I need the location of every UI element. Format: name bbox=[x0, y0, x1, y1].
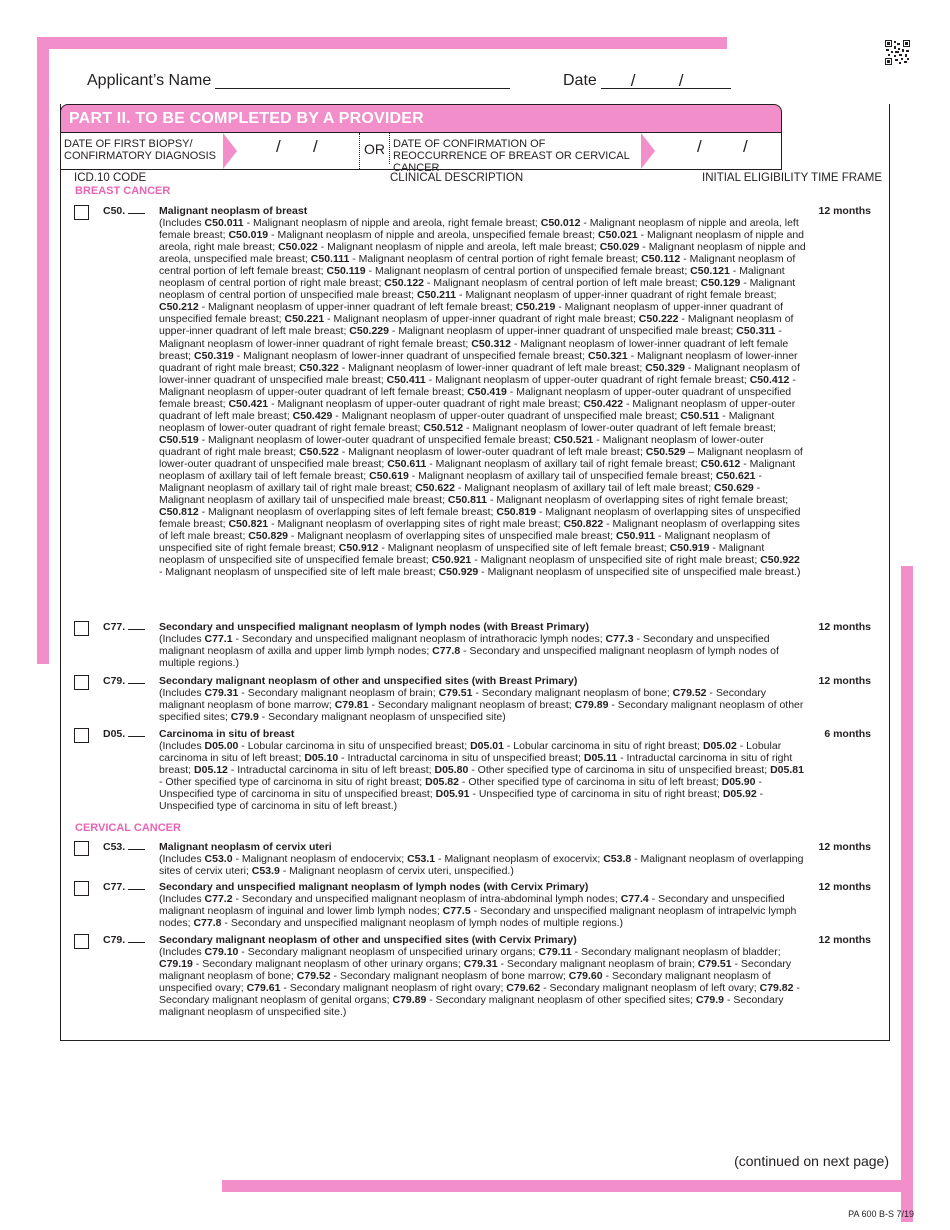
icd-subcode: C50.129 bbox=[700, 277, 741, 290]
description-text: (Includes bbox=[159, 893, 205, 906]
description-text: - Secondary malignant neoplasm of bone marrow; bbox=[330, 970, 569, 983]
section-title-breast-cancer: BREAST CANCER bbox=[75, 185, 171, 197]
arrow-icon bbox=[223, 133, 237, 169]
icd-subcode: C79.9 bbox=[696, 994, 725, 1007]
diagnosis-checkbox[interactable] bbox=[74, 621, 89, 636]
description-text: - Malignant neoplasm of lower-outer quadrant of left male breast; bbox=[338, 445, 646, 458]
icd-subcode: C77.3 bbox=[605, 633, 634, 646]
icd-subcode: D05.91 bbox=[435, 788, 470, 801]
description-text: - Unspecified type of carcinoma in situ of unspecified breast; bbox=[159, 776, 762, 801]
date-separator: / bbox=[678, 71, 684, 90]
code-extension-input[interactable] bbox=[128, 942, 145, 943]
diagnosis-checkbox[interactable] bbox=[74, 841, 89, 856]
date-separator: / bbox=[630, 71, 636, 90]
description-text: - Malignant neoplasm of upper-outer quadrant of right female breast; bbox=[425, 373, 750, 386]
icd-subcode: C53.8 bbox=[603, 853, 632, 866]
reoccurrence-date-input[interactable] bbox=[659, 135, 779, 167]
icd-subcode: C50.429 bbox=[292, 409, 333, 422]
description-text: - Malignant neoplasm of overlapping sites of right female breast; bbox=[487, 494, 789, 507]
description-text: - Secondary malignant neoplasm of breast; bbox=[368, 699, 575, 712]
description-text: - Malignant neoplasm of upper-inner quadrant of unspecified male breast; bbox=[388, 325, 737, 338]
description-text: - Malignant neoplasm of axillary tail of left female breast; bbox=[159, 457, 796, 483]
icd-subcode: C50.322 bbox=[299, 361, 339, 374]
description-text: - Secondary malignant neoplasm of brain; bbox=[497, 958, 698, 971]
icd-subcode: C50.222 bbox=[638, 313, 679, 326]
description-text: - Unspecified type of carcinoma in situ of right breast; bbox=[469, 788, 723, 801]
date-field bbox=[563, 72, 731, 90]
icd-subcode: D05.80 bbox=[434, 764, 469, 777]
icd-subcode: C50.919 bbox=[669, 542, 710, 555]
column-header-timeframe: INITIAL ELIGIBILITY TIME FRAME bbox=[702, 172, 882, 184]
first-biopsy-date-separator: / bbox=[276, 137, 281, 156]
part-header: PART II. TO BE COMPLETED BY A PROVIDER bbox=[60, 104, 782, 133]
icd-subcode: C77.2 bbox=[204, 893, 233, 906]
description-text: - Malignant neoplasm of upper-inner quadrant of unspecified female breast; bbox=[159, 301, 783, 326]
icd-code: D05. bbox=[103, 728, 126, 740]
description-text: - Malignant neoplasm of nipple and areola, left male breast; bbox=[317, 241, 600, 254]
description-text: - Lobular carcinoma in situ of unspecified breast; bbox=[238, 740, 471, 753]
description-text: (Includes bbox=[159, 853, 205, 866]
description-text: - Malignant neoplasm of axillary tail of unspecified female breast; bbox=[408, 470, 716, 483]
icd-subcode: C79.82 bbox=[759, 982, 794, 995]
description-text: (Includes bbox=[159, 740, 205, 753]
diagnosis-checkbox[interactable] bbox=[74, 205, 89, 220]
decorative-bar-top bbox=[37, 37, 727, 49]
icd-subcode: C79.61 bbox=[246, 982, 281, 995]
diagnosis-description bbox=[159, 633, 806, 669]
applicant-name-label: Applicant’s Name bbox=[87, 72, 212, 89]
description-text: - Secondary malignant neoplasm of genital organs; bbox=[159, 982, 800, 1007]
icd-subcode: C50.819 bbox=[496, 506, 537, 519]
eligibility-time-frame: 12 months bbox=[818, 881, 871, 893]
description-text: - Malignant neoplasm of upper-outer quadrant of unspecified female breast; bbox=[159, 385, 792, 410]
decorative-bar-bottom bbox=[222, 1180, 913, 1192]
reoccurrence-date-separator: / bbox=[697, 137, 702, 156]
description-text: (Includes bbox=[159, 946, 205, 959]
description-text: - Secondary and unspecified malignant neoplasm of lymph nodes of multiple regions.) bbox=[159, 645, 779, 670]
icd-code: C53. bbox=[103, 841, 126, 853]
decorative-bar-right bbox=[901, 566, 913, 1222]
icd-subcode: C79.31 bbox=[204, 687, 239, 700]
applicant-name-field bbox=[87, 72, 510, 90]
icd-subcode: C50.321 bbox=[588, 349, 628, 362]
icd-subcode: C79.89 bbox=[574, 699, 609, 712]
description-text: - Malignant neoplasm of upper-inner quadrant of left male breast; bbox=[159, 313, 794, 338]
section-title-cervical-cancer: CERVICAL CANCER bbox=[75, 822, 181, 834]
description-text: - Secondary and unspecified malignant neoplasm of inguinal and lower limb lymph nodes; bbox=[159, 893, 785, 918]
description-text: - Malignant neoplasm of lower-inner quadrant of left female breast; bbox=[159, 337, 789, 362]
qr-code-icon bbox=[885, 40, 910, 65]
icd-subcode: C50.422 bbox=[583, 397, 624, 410]
description-text: - Malignant neoplasm of unspecified site of unspecified female breast; bbox=[159, 542, 765, 567]
code-extension-input[interactable] bbox=[128, 213, 145, 214]
description-text: (Includes bbox=[159, 217, 205, 230]
description-text: - Malignant neoplasm of axillary tail of unspecified male breast; bbox=[159, 482, 761, 507]
icd-subcode: C77.4 bbox=[620, 893, 649, 906]
eligibility-time-frame: 12 months bbox=[818, 675, 871, 687]
diagnosis-title: Malignant neoplasm of breast bbox=[159, 205, 308, 217]
icd-subcode: C79.9 bbox=[230, 711, 259, 724]
icd-subcode: C77.8 bbox=[193, 917, 222, 930]
icd-subcode: D05.90 bbox=[721, 776, 756, 789]
column-header-code: ICD.10 CODE bbox=[74, 172, 147, 184]
icd-subcode: C50.312 bbox=[471, 337, 511, 350]
icd-subcode: C79.52 bbox=[296, 970, 331, 983]
icd-subcode: C50.929 bbox=[438, 566, 479, 579]
description-text: - Malignant neoplasm of overlapping sites of unspecified male breast; bbox=[288, 530, 617, 543]
applicant-name-input[interactable] bbox=[215, 73, 510, 89]
icd-subcode: C79.60 bbox=[568, 970, 603, 983]
icd-subcode: C50.221 bbox=[284, 313, 325, 326]
description-text: - Secondary malignant neoplasm of unspecified urinary organs; bbox=[238, 946, 539, 959]
icd-subcode: C50.311 bbox=[736, 325, 776, 338]
description-text: - Secondary malignant neoplasm of right ovary; bbox=[280, 982, 507, 995]
diagnosis-title: Secondary malignant neoplasm of other and unspecified sites (with Cervix Primary) bbox=[159, 934, 577, 946]
icd-subcode: C50.412 bbox=[749, 373, 790, 386]
diagnosis-title: Secondary malignant neoplasm of other and unspecified sites (with Breast Primary) bbox=[159, 675, 578, 687]
icd-subcode: C50.522 bbox=[299, 445, 339, 458]
icd-subcode: D05.12 bbox=[194, 764, 228, 777]
icd-subcode: C53.0 bbox=[204, 853, 233, 866]
description-text: - Lobular carcinoma in situ of left breast; bbox=[159, 740, 782, 765]
icd-subcode: C50.211 bbox=[416, 289, 457, 302]
description-text: - Malignant neoplasm of upper-outer quadrant of unspecified male breast; bbox=[332, 409, 681, 422]
description-text: - Malignant neoplasm of lower-inner quadrant of right male breast; bbox=[159, 349, 798, 374]
description-text: - Secondary malignant neoplasm of unspecified site) bbox=[258, 711, 506, 724]
icd-subcode: C50.612 bbox=[700, 457, 741, 470]
icd-subcode: C79.89 bbox=[392, 994, 427, 1007]
eligibility-time-frame: 12 months bbox=[818, 621, 871, 633]
icd-subcode: C77.8 bbox=[432, 645, 461, 658]
icd-subcode: C50.012 bbox=[540, 217, 581, 230]
description-text: - Malignant neoplasm of lower-inner quadrant of unspecified male breast; bbox=[159, 361, 800, 386]
continued-note: (continued on next page) bbox=[734, 1153, 889, 1169]
icd-subcode: C79.81 bbox=[334, 699, 369, 712]
icd-code: C77. bbox=[103, 621, 126, 633]
code-extension-input[interactable] bbox=[128, 736, 145, 737]
icd-subcode: D05.92 bbox=[722, 788, 757, 801]
description-text: - Malignant neoplasm of overlapping sites of unspecified female breast; bbox=[159, 506, 801, 531]
description-text: - Secondary malignant neoplasm of other specified sites; bbox=[426, 994, 696, 1007]
icd-subcode: C50.419 bbox=[467, 385, 507, 398]
icd-subcode: C50.911 bbox=[616, 530, 656, 543]
description-text: - Malignant neoplasm of central portion of left male breast; bbox=[424, 277, 701, 290]
icd-subcode: C50.112 bbox=[641, 253, 681, 266]
icd-subcode: C77.1 bbox=[204, 633, 233, 646]
description-text: - Intraductal carcinoma in situ of right breast; bbox=[159, 752, 793, 777]
description-text: - Malignant neoplasm of central portion of unspecified male breast; bbox=[159, 277, 796, 302]
diagnosis-checkbox[interactable] bbox=[74, 881, 89, 896]
icd-code: C50. bbox=[103, 205, 126, 217]
description-text: - Malignant neoplasm of axillary tail of left male breast; bbox=[454, 482, 715, 495]
icd-subcode: C50.219 bbox=[515, 301, 556, 314]
diagnosis-description bbox=[159, 853, 806, 877]
icd-subcode: C50.019 bbox=[228, 229, 269, 242]
icd-subcode: C50.512 bbox=[423, 421, 464, 434]
description-text: - Other specified type of carcinoma in situ of right breast; bbox=[159, 776, 426, 789]
description-text: - Malignant neoplasm of upper-inner quadrant of left female breast; bbox=[198, 301, 516, 314]
icd-subcode: C79.11 bbox=[538, 946, 572, 959]
icd-subcode: C50.811 bbox=[447, 494, 488, 507]
diagnosis-title: Secondary and unspecified malignant neoplasm of lymph nodes (with Breast Primary) bbox=[159, 621, 590, 633]
diagnosis-checkbox[interactable] bbox=[74, 934, 89, 949]
date-label: Date bbox=[563, 72, 597, 89]
description-text: - Secondary malignant neoplasm of unspecified ovary; bbox=[159, 970, 771, 995]
description-text: - Malignant neoplasm of cervix uteri, unspecified.) bbox=[279, 865, 514, 878]
description-text: - Other specified type of carcinoma in situ of left breast; bbox=[458, 776, 722, 789]
icd-subcode: C50.511 bbox=[680, 409, 720, 422]
diagnosis-description bbox=[159, 217, 806, 578]
description-text: - Secondary malignant neoplasm of bone; bbox=[472, 687, 673, 700]
icd-subcode: C50.521 bbox=[553, 433, 594, 446]
icd-subcode: D05.81 bbox=[770, 764, 804, 777]
icd-subcode: C50.519 bbox=[159, 433, 199, 446]
icd-subcode: C50.329 bbox=[645, 361, 685, 374]
description-text: - Malignant neoplasm of unspecified site of left male breast; bbox=[159, 566, 439, 579]
description-text: - Secondary malignant neoplasm of other specified sites; bbox=[159, 699, 804, 724]
description-text: - Malignant neoplasm of lower-inner quadrant of left male breast; bbox=[338, 361, 646, 374]
description-text: - Secondary malignant neoplasm of other urinary organs; bbox=[192, 958, 464, 971]
reoccurrence-date-separator: / bbox=[743, 137, 748, 156]
icd-subcode: D05.02 bbox=[702, 740, 737, 753]
description-text: - Malignant neoplasm of upper-inner quadrant of right male breast; bbox=[324, 313, 639, 326]
code-extension-input[interactable] bbox=[128, 889, 145, 890]
first-biopsy-date-input[interactable] bbox=[241, 135, 356, 167]
description-text: - Secondary and unspecified malignant neoplasm of intra-abdominal lymph nodes; bbox=[232, 893, 621, 906]
icd-subcode: C50.229 bbox=[349, 325, 389, 338]
description-text: - Malignant neoplasm of nipple and areola, left female breast; bbox=[159, 217, 799, 242]
description-text: - Unspecified type of carcinoma in situ of left breast.) bbox=[159, 788, 764, 813]
icd-subcode: D05.00 bbox=[204, 740, 239, 753]
icd-subcode: C50.212 bbox=[159, 301, 199, 314]
reoccurrence-label: DATE OF CONFIRMATION OF REOCCURRENCE OF BREAST OR CERVICAL CANCER bbox=[389, 133, 639, 164]
description-text: - Malignant neoplasm of unspecified site of unspecified male breast.) bbox=[478, 566, 801, 579]
icd-code: C77. bbox=[103, 881, 126, 893]
code-extension-input[interactable] bbox=[128, 683, 145, 684]
description-text: - Malignant neoplasm of upper-inner quadrant of right female breast; bbox=[456, 289, 777, 302]
description-text: - Malignant neoplasm of central portion of unspecified female breast; bbox=[365, 265, 691, 278]
description-text: - Malignant neoplasm of axillary tail of right female breast; bbox=[426, 457, 701, 470]
code-extension-input[interactable] bbox=[128, 629, 145, 630]
icd-subcode: C79.51 bbox=[697, 958, 732, 971]
diagnosis-description bbox=[159, 893, 806, 929]
description-text: - Secondary and unspecified malignant neoplasm of axilla and upper limb lymph nodes; bbox=[159, 633, 770, 658]
icd-subcode: C50.021 bbox=[597, 229, 638, 242]
description-text: - Secondary malignant neoplasm of bone marrow; bbox=[159, 687, 767, 712]
icd-subcode: C50.122 bbox=[384, 277, 424, 290]
icd-subcode: D05.10 bbox=[304, 752, 339, 765]
icd-subcode: C50.111 bbox=[310, 253, 350, 266]
description-text: - Malignant neoplasm of overlapping sites of left female breast; bbox=[198, 506, 497, 519]
diagnosis-description bbox=[159, 687, 806, 723]
column-header-description: CLINICAL DESCRIPTION bbox=[390, 172, 524, 184]
description-text: - Malignant neoplasm of nipple and areola, unspecified male breast; bbox=[159, 241, 806, 266]
eligibility-time-frame: 6 months bbox=[824, 728, 871, 740]
description-text: - Malignant neoplasm of nipple and areola, unspecified female breast; bbox=[268, 229, 598, 242]
description-text: - Malignant neoplasm of upper-outer quadrant of left female breast; bbox=[159, 373, 796, 398]
description-text: - Lobular carcinoma in situ of right breast; bbox=[503, 740, 703, 753]
description-text: - Malignant neoplasm of central portion of left female breast; bbox=[159, 253, 796, 278]
description-text: - Malignant neoplasm of central portion of right female breast; bbox=[349, 253, 642, 266]
description-text: - Intraductal carcinoma in situ of unspecified breast; bbox=[338, 752, 584, 765]
description-text: - Other specified type of carcinoma in situ of unspecified breast; bbox=[468, 764, 771, 777]
description-text: - Secondary malignant neoplasm of left ovary; bbox=[540, 982, 760, 995]
icd-subcode: C50.921 bbox=[431, 554, 472, 567]
decorative-bar-left bbox=[37, 37, 49, 664]
description-text: - Secondary malignant neoplasm of bladder; bbox=[571, 946, 781, 959]
description-text: - Malignant neoplasm of nipple and areola, right female breast; bbox=[243, 217, 541, 230]
description-text: - Malignant neoplasm of lower-outer quadrant of unspecified female breast; bbox=[198, 433, 554, 446]
icd-subcode: C79.10 bbox=[204, 946, 239, 959]
description-text: - Secondary malignant neoplasm of bone; bbox=[159, 958, 792, 983]
description-text: - Intraductal carcinoma in situ of left breast; bbox=[227, 764, 435, 777]
description-text: - Malignant neoplasm of unspecified site of right female breast; bbox=[159, 530, 771, 555]
description-text: (Includes bbox=[159, 687, 205, 700]
description-text: - Malignant neoplasm of endocervix; bbox=[232, 853, 408, 866]
icd-code: C79. bbox=[103, 675, 126, 687]
icd-subcode: C53.1 bbox=[407, 853, 436, 866]
icd-subcode: C50.121 bbox=[690, 265, 730, 278]
description-text: - Malignant neoplasm of unspecified site of left female breast; bbox=[378, 542, 670, 555]
diagnosis-date-row bbox=[60, 133, 782, 174]
icd-subcode: C79.52 bbox=[672, 687, 707, 700]
description-text: - Secondary malignant neoplasm of brain; bbox=[238, 687, 439, 700]
icd-subcode: C50.119 bbox=[326, 265, 366, 278]
icd-subcode: C50.022 bbox=[278, 241, 318, 254]
icd-subcode: D05.01 bbox=[470, 740, 504, 753]
description-text: - Secondary and unspecified malignant neoplasm of lymph nodes of multiple regions.) bbox=[221, 917, 624, 930]
diagnosis-title: Carcinoma in situ of breast bbox=[159, 728, 295, 740]
code-extension-input[interactable] bbox=[128, 849, 145, 850]
description-text: - Malignant neoplasm of overlapping sites of left male breast; bbox=[159, 518, 800, 543]
icd-subcode: C50.622 bbox=[415, 482, 455, 495]
icd-subcode: C77.5 bbox=[442, 905, 471, 918]
icd-subcode: C79.19 bbox=[159, 958, 193, 971]
diagnosis-title: Malignant neoplasm of cervix uteri bbox=[159, 841, 332, 853]
description-text: - Malignant neoplasm of overlapping sites of cervix uteri; bbox=[159, 853, 804, 878]
description-text: - Malignant neoplasm of lower-outer quadrant of right female breast; bbox=[159, 409, 775, 434]
description-text: - Secondary and unspecified malignant neoplasm of intrathoracic lymph nodes; bbox=[232, 633, 606, 646]
icd-subcode: C50.822 bbox=[563, 518, 604, 531]
icd-code: C79. bbox=[103, 934, 126, 946]
description-text: - Malignant neoplasm of central portion of right male breast; bbox=[159, 265, 785, 290]
diagnosis-description bbox=[159, 740, 806, 812]
icd-subcode: C50.611 bbox=[387, 457, 427, 470]
icd-subcode: C50.812 bbox=[159, 506, 199, 519]
icd-subcode: C50.621 bbox=[715, 470, 756, 483]
icd-subcode: C79.31 bbox=[463, 958, 498, 971]
icd-subcode: C50.529 bbox=[645, 445, 686, 458]
description-text: (Includes bbox=[159, 633, 205, 646]
icd-subcode: C50.912 bbox=[338, 542, 379, 555]
description-text: - Malignant neoplasm of lower-inner quadrant of right female breast; bbox=[159, 325, 782, 350]
description-text: - Malignant neoplasm of upper-outer quadrant of left male breast; bbox=[159, 397, 796, 422]
icd-subcode: C53.9 bbox=[251, 865, 280, 878]
first-biopsy-label: DATE OF FIRST BIOPSY/ CONFIRMATORY DIAGNOSIS bbox=[64, 138, 216, 162]
description-text: - Malignant neoplasm of lower-outer quadrant of left female breast; bbox=[463, 421, 776, 434]
icd-subcode: C50.619 bbox=[369, 470, 409, 483]
icd-subcode: C50.629 bbox=[714, 482, 754, 495]
description-text: - Malignant neoplasm of lower-outer quadrant of right male breast; bbox=[159, 433, 764, 458]
description-text: - Malignant neoplasm of nipple and areola, right male breast; bbox=[159, 229, 804, 254]
icd-subcode: C79.62 bbox=[506, 982, 541, 995]
icd-subcode: C79.51 bbox=[438, 687, 473, 700]
arrow-icon bbox=[641, 133, 655, 169]
icd-subcode: C50.829 bbox=[248, 530, 288, 543]
icd-subcode: D05.82 bbox=[425, 776, 459, 789]
icd-subcode: C50.011 bbox=[204, 217, 244, 230]
form-id: PA 600 B-S 7/19 bbox=[848, 1209, 914, 1219]
icd-subcode: C50.922 bbox=[760, 554, 800, 567]
description-text: - Malignant neoplasm of unspecified site of right male breast; bbox=[471, 554, 761, 567]
description-text: - Secondary and unspecified malignant neoplasm of intrapelvic lymph nodes; bbox=[159, 905, 797, 930]
description-text: - Malignant neoplasm of lower-inner quadrant of unspecified female breast; bbox=[233, 349, 589, 362]
diagnosis-description bbox=[159, 946, 806, 1018]
description-text: - Malignant neoplasm of overlapping sites of right male breast; bbox=[268, 518, 564, 531]
eligibility-time-frame: 12 months bbox=[818, 205, 871, 217]
description-text: - Secondary malignant neoplasm of unspecified site.) bbox=[159, 994, 784, 1019]
eligibility-time-frame: 12 months bbox=[818, 934, 871, 946]
date-input[interactable] bbox=[601, 73, 731, 89]
or-label: OR bbox=[359, 133, 385, 169]
description-text: – Malignant neoplasm of lower-outer quadrant of unspecified male breast; bbox=[159, 445, 803, 470]
description-text: - Malignant neoplasm of exocervix; bbox=[435, 853, 604, 866]
icd-subcode: C50.421 bbox=[228, 397, 269, 410]
icd-subcode: C50.029 bbox=[599, 241, 640, 254]
diagnosis-title: Secondary and unspecified malignant neoplasm of lymph nodes (with Cervix Primary) bbox=[159, 881, 589, 893]
diagnosis-checkbox[interactable] bbox=[74, 728, 89, 743]
first-biopsy-date-separator: / bbox=[313, 137, 318, 156]
icd-subcode: C50.821 bbox=[228, 518, 269, 531]
diagnosis-checkbox[interactable] bbox=[74, 675, 89, 690]
eligibility-time-frame: 12 months bbox=[818, 841, 871, 853]
description-text: - Malignant neoplasm of upper-outer quadrant of right male breast; bbox=[268, 397, 584, 410]
icd-subcode: C50.319 bbox=[194, 349, 234, 362]
icd-subcode: C50.411 bbox=[386, 373, 426, 386]
icd-subcode: D05.11 bbox=[583, 752, 618, 765]
description-text: - Malignant neoplasm of axillary tail of right male breast; bbox=[159, 470, 762, 495]
